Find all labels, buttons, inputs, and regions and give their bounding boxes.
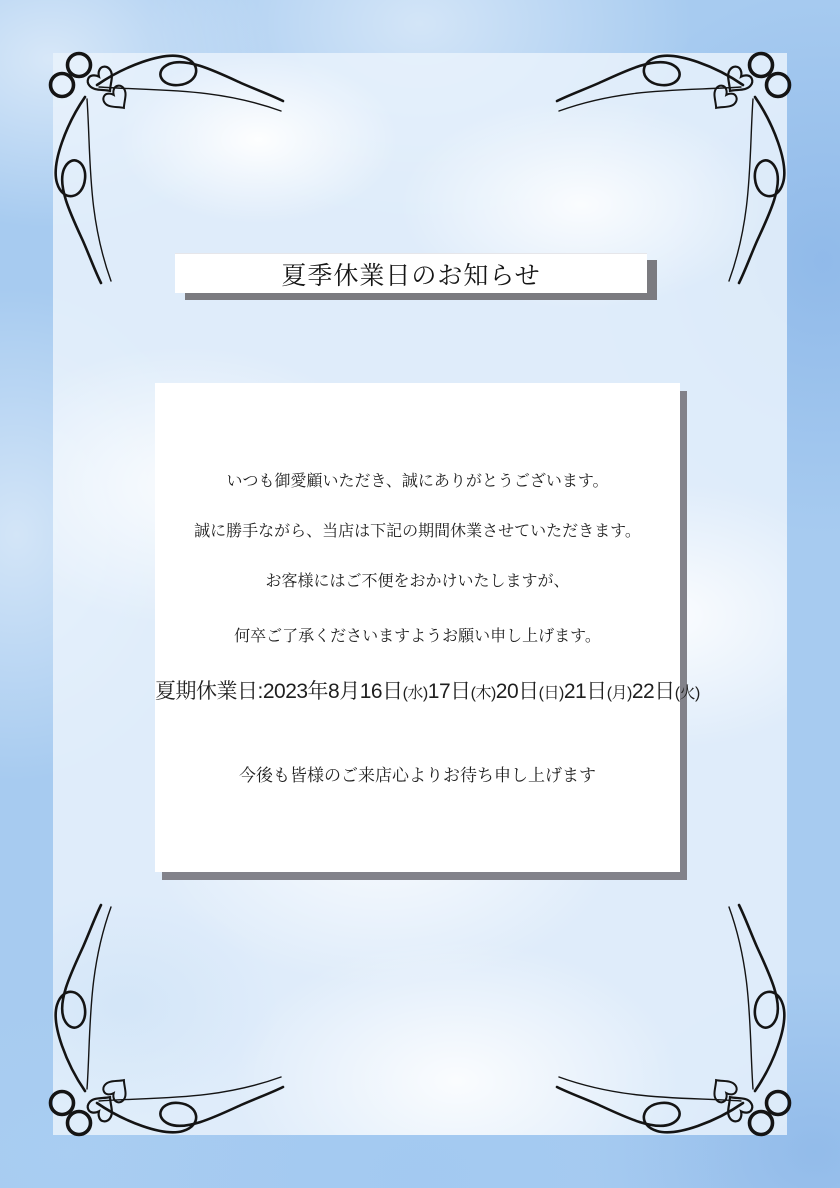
notice-card — [155, 383, 700, 872]
weekday-wed: (水) — [402, 685, 428, 702]
date-20: 20日 — [495, 680, 539, 703]
weekday-tue: (火) — [674, 685, 700, 702]
heart-flourish-icon-top-left — [45, 45, 285, 285]
greeting-line: いつも御愛顧いただき、誠にありがとうございます。 — [226, 473, 609, 490]
page-title: 夏季休業日のお知らせ — [281, 262, 541, 290]
weekday-sun: (日) — [538, 685, 564, 702]
heart-flourish-icon-bottom-left — [45, 903, 285, 1143]
date-17: 17日 — [427, 680, 471, 703]
weekday-mon: (月) — [606, 685, 632, 702]
date-21: 21日 — [563, 680, 607, 703]
heart-flourish-icon-top-right — [555, 45, 795, 285]
holiday-dates-line — [155, 675, 700, 705]
weekday-thu: (木) — [470, 685, 496, 702]
heart-flourish-icon-bottom-right — [555, 903, 795, 1143]
apology-line-2: 何卒ご了承くださいますようお願い申し上げます。 — [234, 628, 601, 645]
apology-line-1: お客様にはご不便をおかけいたしますが、 — [265, 573, 570, 590]
date-22: 22日 — [631, 680, 675, 703]
holiday-dates-label: 夏期休業日:2023年8月16日 — [155, 680, 403, 703]
closing-line: 今後も皆様のご来店心よりお待ち申し上げます — [239, 766, 596, 785]
title-banner — [175, 253, 647, 293]
closure-announcement-line: 誠に勝手ながら、当店は下記の期間休業させていただきます。 — [194, 523, 641, 540]
